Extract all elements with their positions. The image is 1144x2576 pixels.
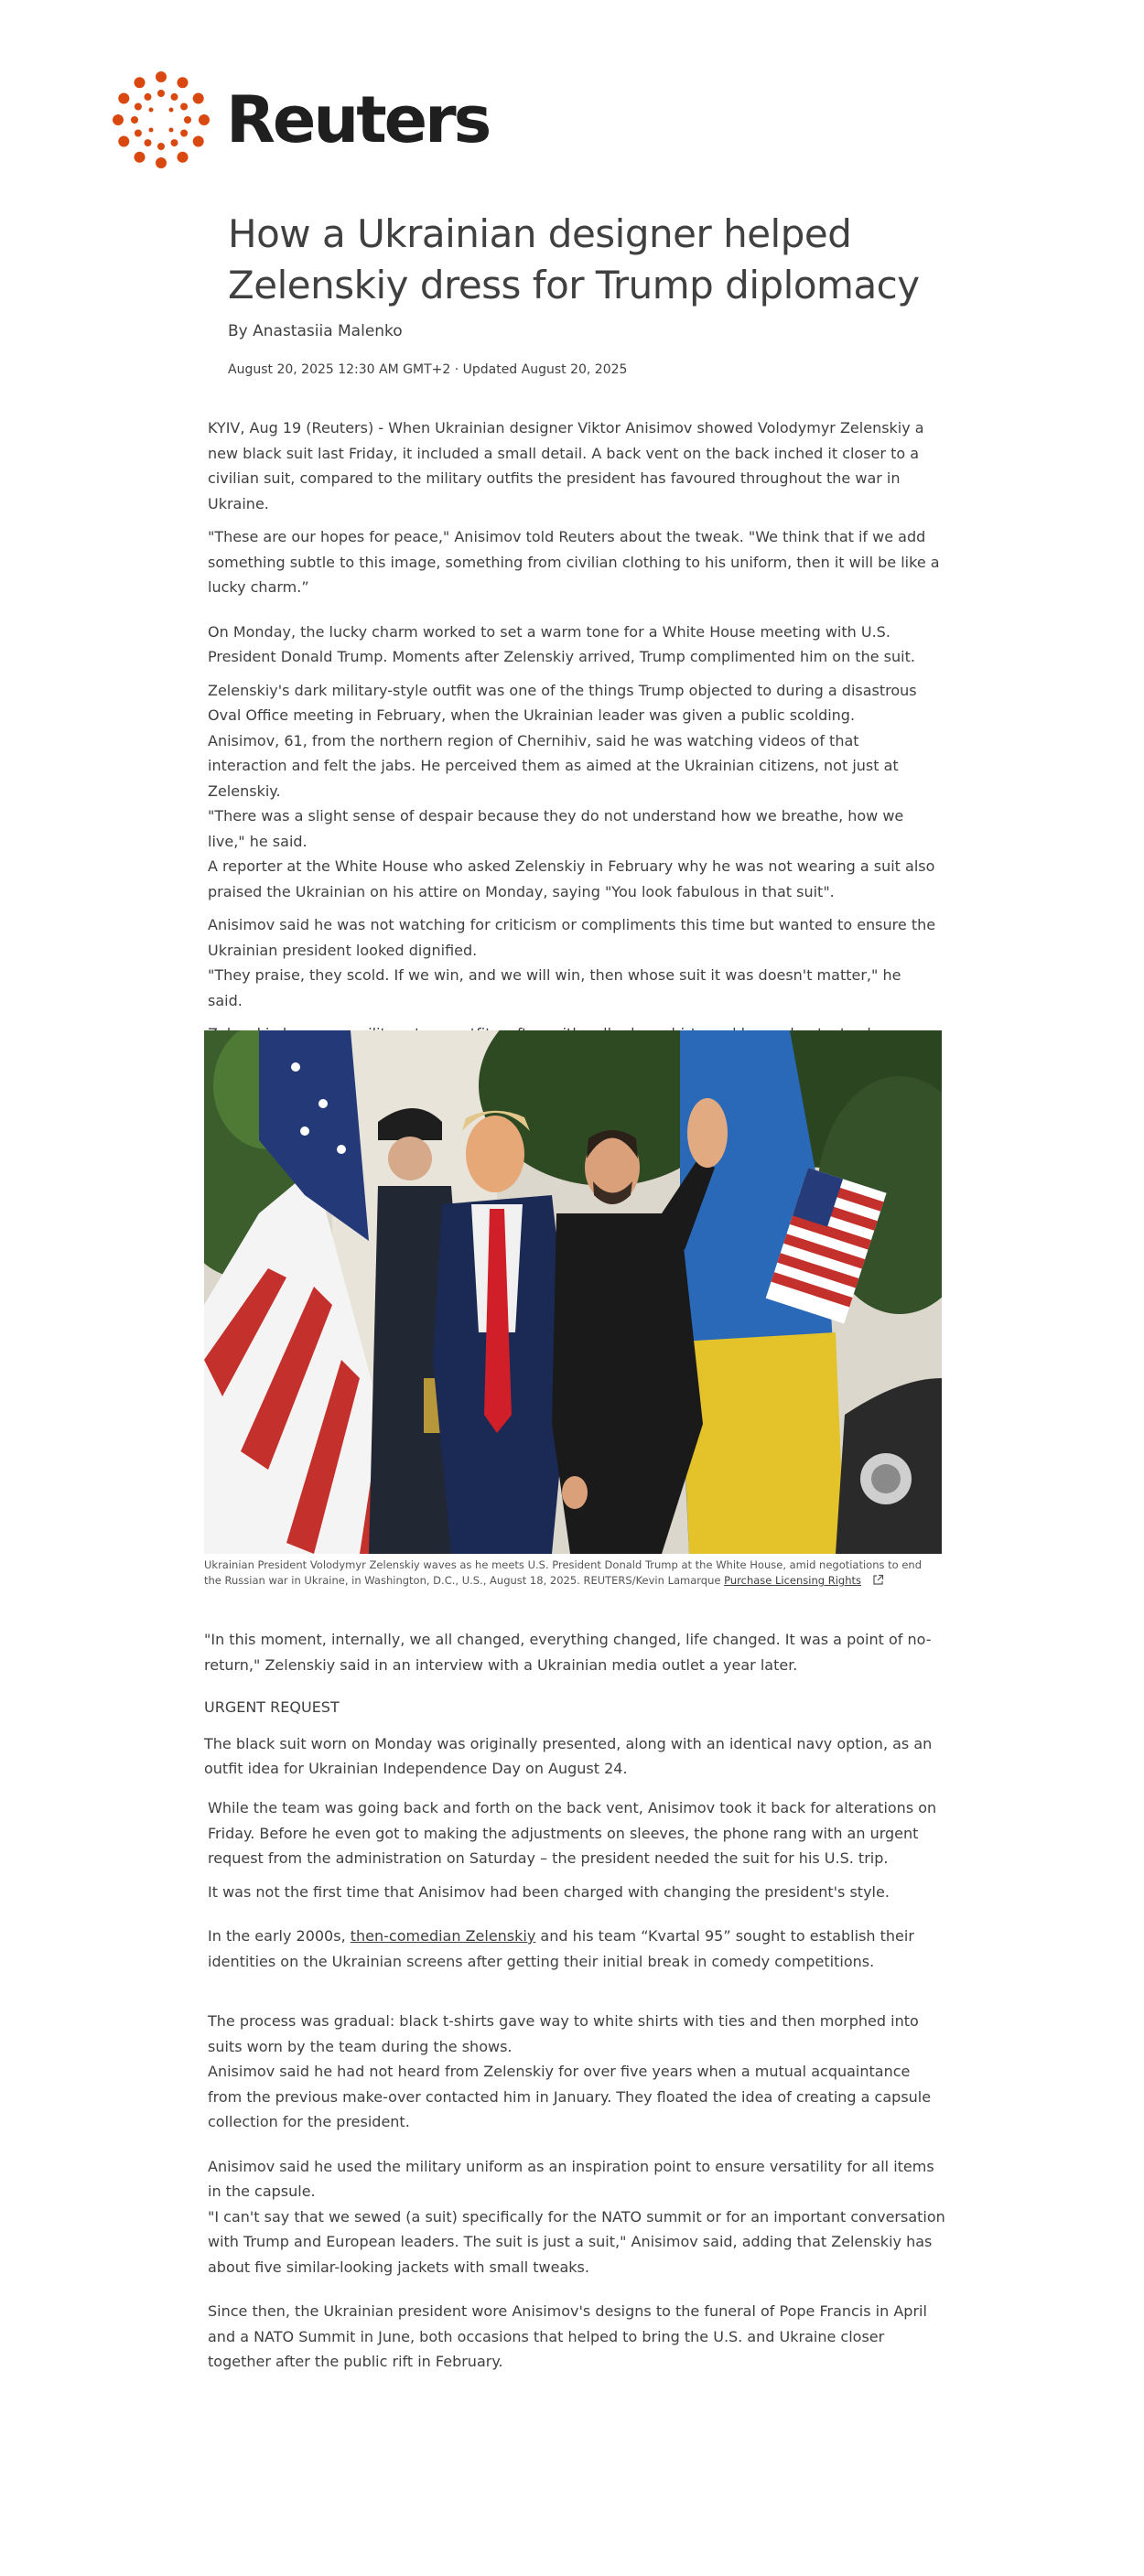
paragraph: "There was a slight sense of despair because they do not understand how we breathe, how we live," he said. [208, 807, 904, 850]
paragraph: "I can't say that we sewed (a suit) specifically for the NATO summit or for an important conversation with Trump and European leaders. The suit is just a suit," Anisimov said, adding that Zelenskiy has about five similar-looking jackets with small tweaks. [208, 2207, 945, 2276]
article-figure [204, 1030, 942, 1590]
headline [228, 209, 978, 311]
paragraph: "They praise, they scold. If we win, and we will win, then whose suit it was doesn't matter," he said. [208, 966, 901, 1009]
article-photo[interactable] [204, 1030, 942, 1554]
paragraph: Zelenskiy's dark military-style outfit was one of the things Trump objected to during a disastrous Oval Office meeting in February, when the Ukrainian leader was given a public scolding. [208, 681, 917, 724]
licensing-link[interactable]: Purchase Licensing Rights [724, 1574, 861, 1587]
article-body-part-2 [204, 1627, 945, 1782]
headline-line-1: How a Ukrainian designer helped [228, 211, 852, 256]
paragraph: "These are our hopes for peace," Anisimov told Reuters about the tweak. "We think that if we add something subtle to this image, something from civilian clothing to his uniform, then it will be like a lucky charm.” [208, 528, 940, 596]
paragraph: Anisimov, 61, from the northern region of Chernihiv, said he was watching videos of that interaction and felt the jabs. He perceived them as aimed at the Ukrainian citizens, not just at Zelenskiy. [208, 731, 899, 800]
paragraph: The black suit worn on Monday was originally presented, along with an identical navy option, as an outfit idea for Ukrainian Independence Day on August 24. [204, 1734, 933, 1777]
paragraph: Anisimov said he was not watching for criticism or compliments this time but wanted to ensure the Ukrainian president looked dignified. [208, 916, 936, 959]
paragraph: Anisimov said he used the military uniform as an inspiration point to ensure versatility for all items in the capsule. [208, 2157, 934, 2200]
paragraph: "In this moment, internally, we all changed, everything changed, life changed. It was a point of no-return," Zelenskiy said in an interview with a Ukrainian media outlet a year later. [204, 1631, 932, 1674]
paragraph: A reporter at the White House who asked Zelenskiy in February why he was not wearing a suit also praised the Ukrainian on his attire on Monday, saying "You look fabulous in that suit". [208, 857, 935, 900]
article-header [228, 209, 978, 377]
paragraph-text: In the early 2000s, [208, 1927, 351, 1945]
external-link-icon[interactable] [872, 1574, 884, 1590]
reuters-logo[interactable] [111, 70, 489, 170]
zelenskiy-link[interactable]: then-comedian Zelenskiy [350, 1927, 536, 1945]
article-body-part-3 [208, 1795, 945, 2375]
paragraph-text: and his team “Kvartal 95” sought to establish their identities on the Ukrainian screens after getting their initial break in comedy competitions. [208, 1927, 914, 1970]
paragraph: On Monday, the lucky charm worked to set a warm tone for a White House meeting with U.S. President Donald Trump. Moments after Zelenskiy arrived, Trump complimented him on the suit. [208, 622, 915, 665]
paragraph: The process was gradual: black t-shirts gave way to white shirts with ties and then morphed into suits worn by the team during the shows. [208, 2012, 919, 2055]
article-body-part-1 [208, 415, 940, 1072]
reuters-dots-icon [111, 70, 211, 170]
paragraph [208, 1924, 945, 1974]
brand-name: Reuters [226, 82, 490, 157]
headline-line-2: Zelenskiy dress for Trump diplomacy [228, 263, 920, 307]
section-heading: URGENT REQUEST [204, 1698, 340, 1716]
byline: By Anastasiia Malenko [228, 322, 403, 340]
paragraph: KYIV, Aug 19 (Reuters) - When Ukrainian designer Viktor Anisimov showed Volodymyr Zelenskiy a new black suit last Friday, it included a small detail. A back vent on the back inched it closer to a civilian suit, compared to the military outfits the president has favoured throughout the war in Ukraine. [208, 419, 924, 512]
paragraph: While the team was going back and forth on the back vent, Anisimov took it back for alterations on Friday. Before he even got to making the adjustments on sleeves, the phone rang with an urgent request from the administration on Saturday – the president needed the suit for his U.S. trip. [208, 1799, 937, 1867]
paragraph: Since then, the Ukrainian president wore Anisimov's designs to the funeral of Pope Francis in April and a NATO Summit in June, both occasions that helped to bring the U.S. and Ukraine closer together after the public rift in February. [208, 2302, 927, 2370]
paragraph: It was not the first time that Anisimov had been charged with changing the president's style. [208, 1882, 890, 1901]
caption-text: Ukrainian President Volodymyr Zelenskiy waves as he meets U.S. President Donald Trump at the White House, amid negotiations to end the Russian war in Ukraine, in Washington, D.C., U.S., August 18, 2025. REUTERS/Kevin Lamarque [204, 1558, 923, 1587]
photo-caption [204, 1557, 942, 1590]
dateline: August 20, 2025 12:30 AM GMT+2 · Updated August 20, 2025 [228, 362, 628, 377]
paragraph: Anisimov said he had not heard from Zelenskiy for over five years when a mutual acquaintance from the previous make-over contacted him in January. They floated the idea of creating a capsule collection for the president. [208, 2063, 932, 2130]
